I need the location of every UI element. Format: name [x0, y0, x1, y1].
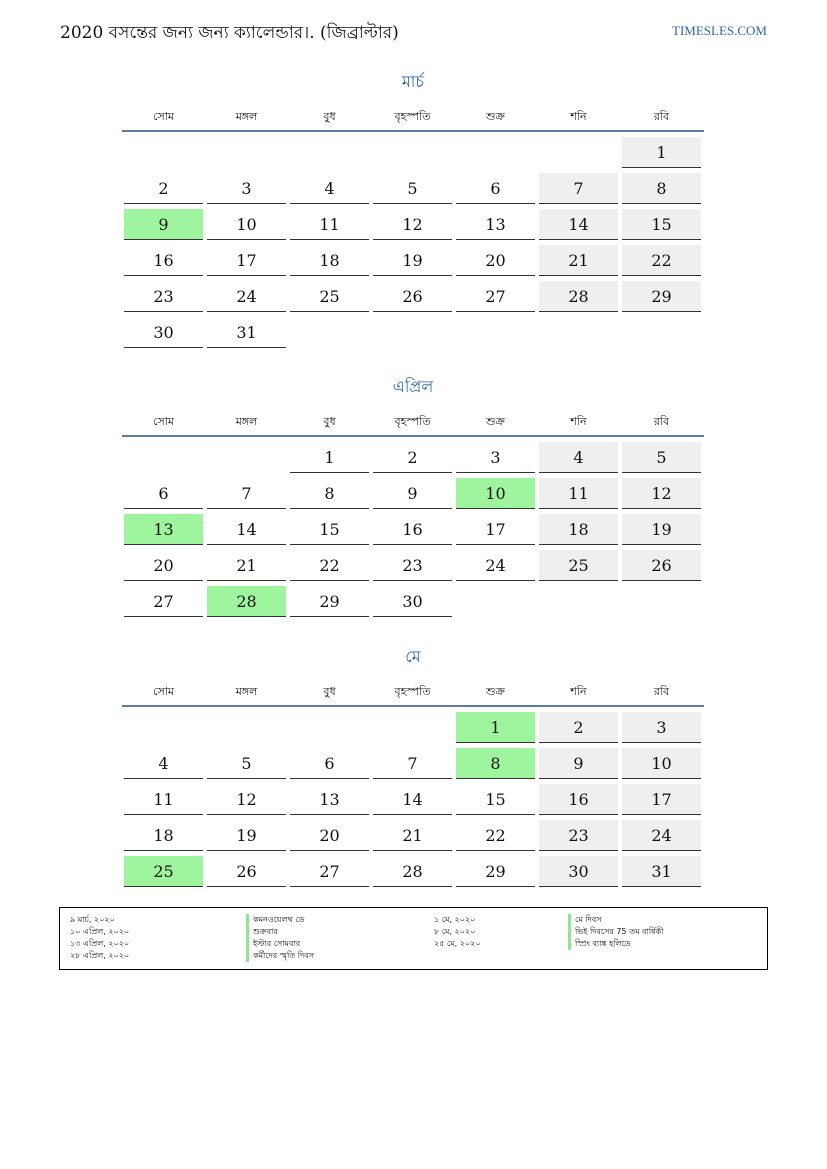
day-cell[interactable]: 23	[124, 281, 203, 312]
empty-day-cell	[539, 137, 618, 168]
empty-day-cell	[124, 442, 203, 473]
week-row	[122, 854, 704, 890]
day-cell[interactable]: 1	[622, 137, 701, 168]
weekday-header	[122, 683, 704, 707]
day-cell[interactable]: 21	[373, 820, 452, 851]
empty-day-cell	[290, 137, 369, 168]
month-title: এপ্রিল	[392, 377, 434, 396]
day-cell[interactable]: 18	[290, 245, 369, 276]
legend-date: ১০ এপ্রিল, ২০২০	[70, 927, 130, 936]
day-cell[interactable]: 25	[124, 856, 203, 887]
day-cell[interactable]: 14	[539, 209, 618, 240]
weekday-label: সোম	[152, 415, 175, 428]
empty-day-cell	[207, 442, 286, 473]
weekday-label: শুক্র	[486, 415, 505, 428]
day-cell[interactable]: 24	[456, 550, 535, 581]
brand-link[interactable]: TIMESLES.COM	[672, 23, 767, 38]
day-cell[interactable]: 26	[207, 856, 286, 887]
empty-day-cell	[124, 137, 203, 168]
empty-day-cell	[456, 317, 535, 348]
day-cell[interactable]: 23	[373, 550, 452, 581]
weekday-label: শুক্র	[486, 110, 505, 123]
day-cell[interactable]: 2	[539, 712, 618, 743]
day-cell[interactable]: 16	[373, 514, 452, 545]
day-cell[interactable]: 8	[622, 173, 701, 204]
day-cell[interactable]: 15	[290, 514, 369, 545]
day-cell[interactable]: 31	[622, 856, 701, 887]
day-cell[interactable]: 14	[207, 514, 286, 545]
day-cell[interactable]: 25	[539, 550, 618, 581]
day-cell[interactable]: 4	[124, 748, 203, 779]
week-row	[122, 135, 704, 171]
weeks-grid	[122, 135, 704, 351]
week-row	[122, 243, 704, 279]
day-cell[interactable]: 27	[456, 281, 535, 312]
day-cell[interactable]: 9	[124, 209, 203, 240]
weekday-label: বুধ	[323, 110, 336, 123]
day-cell[interactable]: 28	[373, 856, 452, 887]
day-cell[interactable]: 12	[622, 478, 701, 509]
day-cell[interactable]: 27	[290, 856, 369, 887]
day-cell[interactable]: 14	[373, 784, 452, 815]
day-cell[interactable]: 7	[539, 173, 618, 204]
empty-day-cell	[456, 586, 535, 617]
empty-day-cell	[290, 712, 369, 743]
legend-holiday-name: ভিই দিবসের 75 তম বার্ষিকী	[568, 926, 663, 938]
day-cell[interactable]: 6	[290, 748, 369, 779]
legend-holiday-name: কমনওয়েলথ ডে	[246, 914, 314, 926]
legend-date: ১৩ এপ্রিল, ২০২০	[70, 939, 130, 948]
day-cell[interactable]: 3	[622, 712, 701, 743]
day-cell[interactable]: 28	[207, 586, 286, 617]
day-cell[interactable]: 10	[456, 478, 535, 509]
month-april	[122, 375, 704, 620]
empty-day-cell	[539, 586, 618, 617]
month-title: মার্চ	[401, 72, 425, 91]
weekday-label: রবি	[653, 110, 670, 123]
day-cell[interactable]: 17	[207, 245, 286, 276]
weekday-label: মঙ্গল	[235, 415, 258, 428]
day-cell[interactable]: 19	[373, 245, 452, 276]
day-cell[interactable]: 5	[207, 748, 286, 779]
week-row	[122, 279, 704, 315]
month-march	[122, 70, 704, 351]
day-cell[interactable]: 22	[622, 245, 701, 276]
weekday-label: বৃহস্পতি	[394, 415, 431, 428]
day-cell[interactable]: 22	[290, 550, 369, 581]
weekday-label: মঙ্গল	[235, 110, 258, 123]
day-cell[interactable]: 16	[124, 245, 203, 276]
legend-date: ২৫ মে, ২০২০	[434, 939, 481, 948]
empty-day-cell	[290, 317, 369, 348]
legend-date: ৯ মার্চ, ২০২০	[70, 915, 115, 924]
day-cell[interactable]: 2	[373, 442, 452, 473]
empty-day-cell	[207, 137, 286, 168]
legend-holiday-name: কর্মীদের স্মৃতি দিবস	[246, 950, 314, 962]
weeks-grid	[122, 710, 704, 890]
day-cell[interactable]: 4	[290, 173, 369, 204]
day-cell[interactable]: 26	[373, 281, 452, 312]
day-cell[interactable]: 5	[622, 442, 701, 473]
day-cell[interactable]: 19	[622, 514, 701, 545]
day-cell[interactable]: 24	[622, 820, 701, 851]
day-cell[interactable]: 18	[539, 514, 618, 545]
weekday-label: বুধ	[323, 685, 336, 698]
empty-day-cell	[373, 712, 452, 743]
week-row	[122, 315, 704, 351]
day-cell[interactable]: 1	[456, 712, 535, 743]
day-cell[interactable]: 29	[290, 586, 369, 617]
day-cell[interactable]: 21	[539, 245, 618, 276]
month-may	[122, 645, 704, 890]
legend-holiday-name: স্প্রিং ব্যাঙ্ক হলিডে	[568, 938, 663, 950]
day-cell[interactable]: 17	[456, 514, 535, 545]
week-row	[122, 548, 704, 584]
week-row	[122, 440, 704, 476]
day-cell[interactable]: 3	[207, 173, 286, 204]
empty-day-cell	[456, 137, 535, 168]
day-cell[interactable]: 20	[290, 820, 369, 851]
day-cell[interactable]: 11	[124, 784, 203, 815]
weekday-label: বুধ	[323, 415, 336, 428]
weekday-label: সোম	[152, 110, 175, 123]
day-cell[interactable]: 13	[124, 514, 203, 545]
weekday-label: মঙ্গল	[235, 685, 258, 698]
day-cell[interactable]: 9	[373, 478, 452, 509]
legend-left-names	[246, 914, 314, 962]
day-cell[interactable]: 19	[207, 820, 286, 851]
day-cell[interactable]: 15	[622, 209, 701, 240]
week-row	[122, 476, 704, 512]
legend-left-dates	[70, 914, 129, 962]
week-row	[122, 818, 704, 854]
day-cell[interactable]: 1	[290, 442, 369, 473]
week-row	[122, 584, 704, 620]
day-cell[interactable]: 26	[622, 550, 701, 581]
day-cell[interactable]: 18	[124, 820, 203, 851]
weekday-label: রবি	[653, 415, 670, 428]
day-cell[interactable]: 30	[539, 856, 618, 887]
day-cell[interactable]: 31	[207, 317, 286, 348]
week-row	[122, 207, 704, 243]
day-cell[interactable]: 17	[622, 784, 701, 815]
legend-date: ৮ মে, ২০২০	[434, 927, 476, 936]
week-row	[122, 782, 704, 818]
weekday-label: রবি	[653, 685, 670, 698]
legend-holiday-name: ইস্টার সোমবার	[246, 938, 314, 950]
day-cell[interactable]: 6	[456, 173, 535, 204]
weekday-label: শনি	[570, 110, 587, 123]
day-cell[interactable]: 11	[539, 478, 618, 509]
day-cell[interactable]: 13	[456, 209, 535, 240]
legend-date: ১ মে, ২০২০	[434, 915, 476, 924]
empty-day-cell	[539, 317, 618, 348]
day-cell[interactable]: 13	[290, 784, 369, 815]
day-cell[interactable]: 20	[456, 245, 535, 276]
day-cell[interactable]: 20	[124, 550, 203, 581]
day-cell[interactable]: 7	[207, 478, 286, 509]
weekday-label: শুক্র	[486, 685, 505, 698]
legend-right-names	[568, 914, 663, 950]
weekday-header	[122, 108, 704, 132]
day-cell[interactable]: 5	[373, 173, 452, 204]
week-row	[122, 512, 704, 548]
day-cell[interactable]: 10	[622, 748, 701, 779]
day-cell[interactable]: 11	[290, 209, 369, 240]
week-row	[122, 710, 704, 746]
day-cell[interactable]: 30	[124, 317, 203, 348]
empty-day-cell	[373, 137, 452, 168]
day-cell[interactable]: 2	[124, 173, 203, 204]
day-cell[interactable]: 29	[456, 856, 535, 887]
empty-day-cell	[622, 586, 701, 617]
weekday-label: শনি	[570, 685, 587, 698]
empty-day-cell	[373, 317, 452, 348]
day-cell[interactable]: 27	[124, 586, 203, 617]
day-cell[interactable]: 16	[539, 784, 618, 815]
legend-holiday-name: মে দিবস	[568, 914, 663, 926]
week-row	[122, 171, 704, 207]
weeks-grid	[122, 440, 704, 620]
day-cell[interactable]: 8	[290, 478, 369, 509]
page-title: 2020 বসন্তের জন্য জন্য ক্যালেন্ডার।. (জিব্রাল্টার)	[60, 23, 399, 43]
weekday-label: বৃহস্পতি	[394, 685, 431, 698]
day-cell[interactable]: 4	[539, 442, 618, 473]
day-cell[interactable]: 30	[373, 586, 452, 617]
day-cell[interactable]: 24	[207, 281, 286, 312]
legend-holiday-name: শুক্রবার	[246, 926, 314, 938]
weekday-label: সোম	[152, 685, 175, 698]
month-title: মে	[405, 647, 421, 666]
weekday-label: বৃহস্পতি	[394, 110, 431, 123]
day-cell[interactable]: 9	[539, 748, 618, 779]
empty-day-cell	[622, 317, 701, 348]
weekday-label: শনি	[570, 415, 587, 428]
legend-right-dates	[434, 914, 481, 950]
week-row	[122, 746, 704, 782]
day-cell[interactable]: 12	[373, 209, 452, 240]
day-cell[interactable]: 15	[456, 784, 535, 815]
day-cell[interactable]: 3	[456, 442, 535, 473]
day-cell[interactable]: 21	[207, 550, 286, 581]
weekday-header	[122, 413, 704, 437]
day-cell[interactable]: 7	[373, 748, 452, 779]
day-cell[interactable]: 8	[456, 748, 535, 779]
day-cell[interactable]: 10	[207, 209, 286, 240]
day-cell[interactable]: 6	[124, 478, 203, 509]
day-cell[interactable]: 23	[539, 820, 618, 851]
day-cell[interactable]: 29	[622, 281, 701, 312]
day-cell[interactable]: 25	[290, 281, 369, 312]
legend-date: ২৮ এপ্রিল, ২০২০	[70, 951, 130, 960]
empty-day-cell	[124, 712, 203, 743]
holiday-legend	[59, 907, 768, 970]
empty-day-cell	[207, 712, 286, 743]
day-cell[interactable]: 12	[207, 784, 286, 815]
day-cell[interactable]: 28	[539, 281, 618, 312]
day-cell[interactable]: 22	[456, 820, 535, 851]
